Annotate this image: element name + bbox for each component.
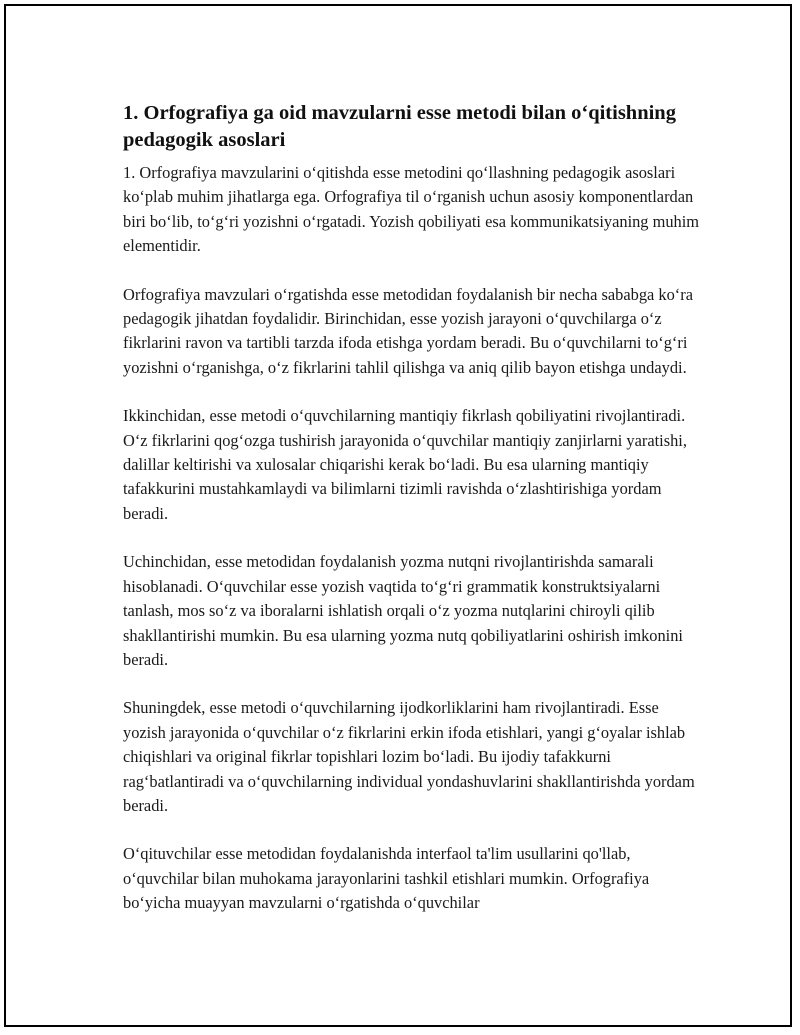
document-heading: 1. Orfografiya ga oid mavzularni esse metodi bilan o‘qitishning pedagogik asoslari	[123, 102, 676, 151]
paragraph-6: O‘qituvchilar esse metodidan foydalanishda interfaol ta'lim usullarini qo'llab, o‘quvchilar bilan muhokama jarayonlarini tashkil etishlari mumkin. Orfografiya bo‘yicha muayyan mavzularni o‘rgatishda o‘quvchilar	[123, 844, 650, 913]
paragraph-4: Uchinchidan, esse metodidan foydalanish yozma nutqni rivojlantirishda samarali hisoblanadi. O‘quvchilar esse yozish vaqtida to‘g‘ri grammatik konstruktsiyalarni tanlash, mos so‘z va iboralarni ishlatish orqali o‘z yozma nutqlarini chiroyli qilib shakllantirishi mumkin. Bu esa ularning yozma nutq qobiliyatlarini oshirish imkonini beradi.	[123, 552, 683, 669]
paragraph-1: 1. Orfografiya mavzularini o‘qitishda esse metodini qo‘llashning pedagogik asoslari ko‘plab muhim jihatlarga ega. Orfografiya til o‘rganish uchun asosiy komponentlardan biri bo‘lib, to‘g‘ri yozishni o‘rgatadi. Yozish qobiliyati esa kommunikatsiyaning muhim elementidir.	[123, 163, 700, 256]
paragraph-5: Shuningdek, esse metodi o‘quvchilarning ijodkorliklarini ham rivojlantiradi. Esse yozish jarayonida o‘quvchilar o‘z fikrlarini erkin ifoda etishlari, yangi g‘oyalar ishlab chiqishlari va original fikrlar topishlari lozim bo‘ladi. Bu ijodiy tafakkurni rag‘batlantiradi va o‘quvchilarning individual yondashuvlarini shakllantirishda yordam beradi.	[123, 698, 695, 815]
paragraph-3: Ikkinchidan, esse metodi o‘quvchilarning mantiqiy fikrlash qobiliyatini rivojlantiradi. O‘z fikrlarini qog‘ozga tushirish jarayonida o‘quvchilar mantiqiy zanjirlarni yaratishi, dalillar keltirishi va xulosalar chiqarishi kerak bo‘ladi. Bu esa ularning mantiqiy tafakkurini mustahkamlaydi va bilimlarni tizimli ravishda o‘zlashtirishiga yordam beradi.	[123, 406, 687, 523]
page-frame	[4, 4, 792, 1027]
document-body	[123, 100, 703, 940]
paragraph-2: Orfografiya mavzulari o‘rgatishda esse metodidan foydalanish bir necha sababga ko‘ra pedagogik jihatdan foydalidir. Birinchidan, esse yozish jarayoni o‘quvchilarga o‘z fikrlarini ravon va tartibli tarzda ifoda etishga yordam beradi. Bu o‘quvchilarni to‘g‘ri yozishni o‘rganishga, o‘z fikrlarini tahlil qilishga va aniq qilib bayon etishga undaydi.	[123, 284, 693, 377]
